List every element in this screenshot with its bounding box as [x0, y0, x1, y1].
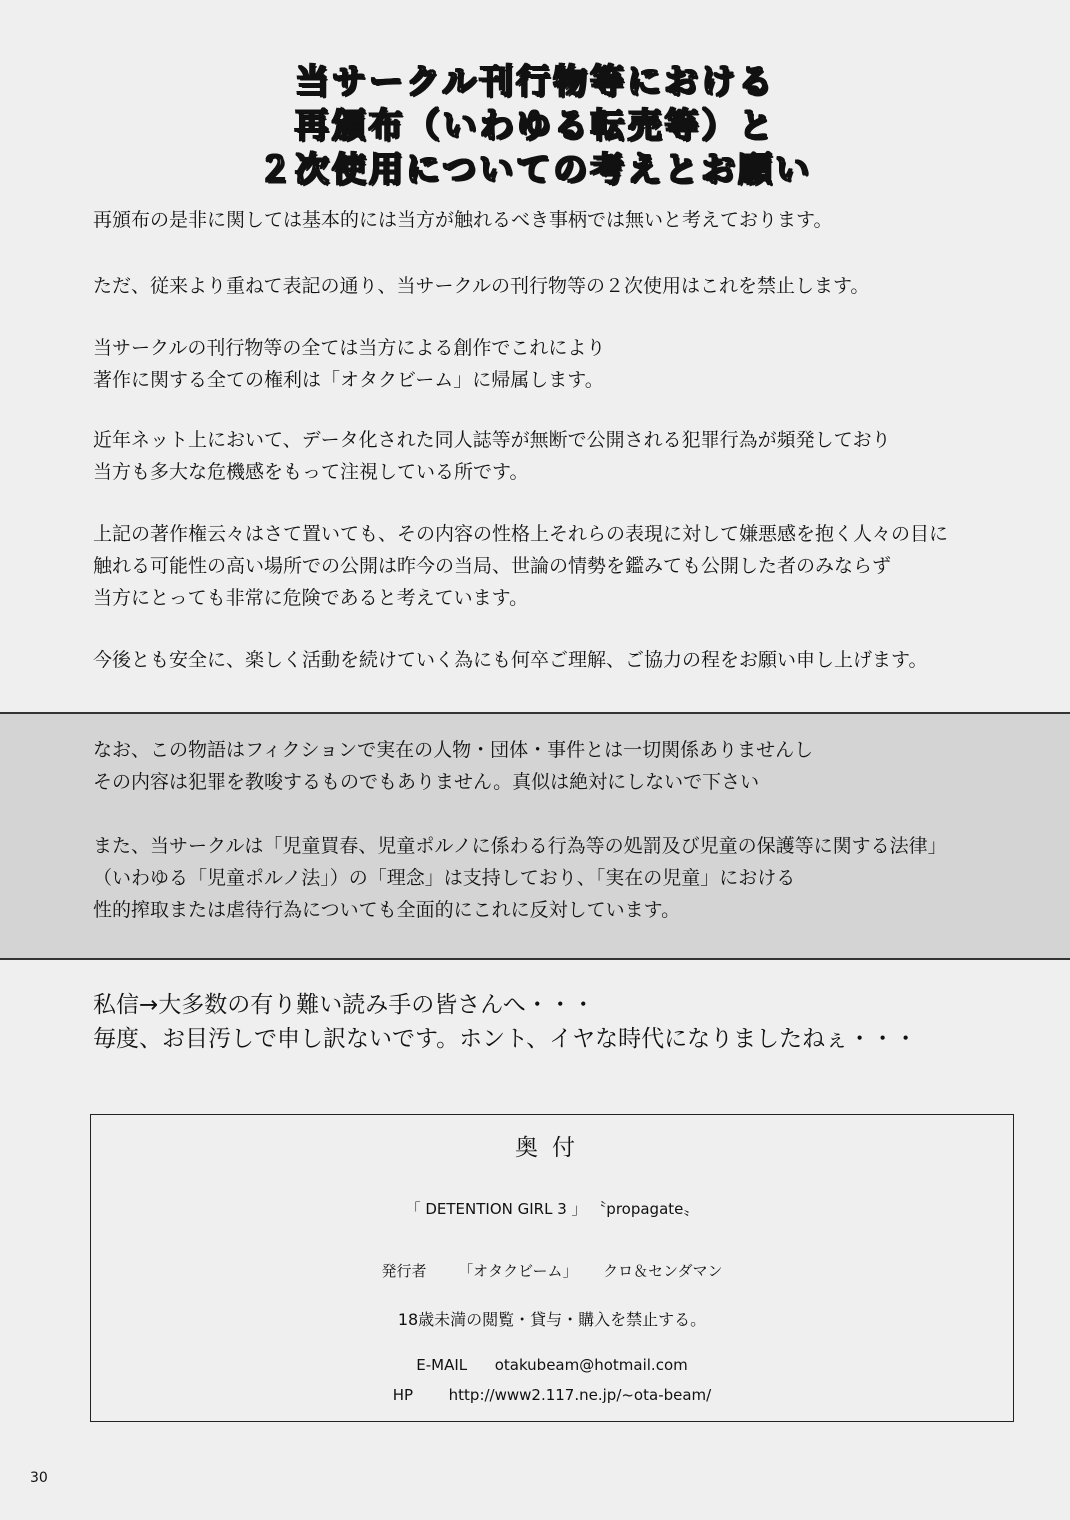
- paragraph-5: [93, 518, 1053, 614]
- notice-line: なお、この物語はフィクションで実在の人物・団体・事件とは一切関係ありませんし: [93, 739, 814, 761]
- notice-paragraph-2: [93, 830, 1053, 926]
- publisher-name: 「オタクビーム」: [458, 1262, 578, 1280]
- paragraph-1: [93, 204, 1053, 236]
- email-label: E-MAIL: [416, 1356, 468, 1374]
- notice-line: その内容は犯罪を教唆するものでもありません。真似は絶対にしないで下さい: [93, 771, 760, 793]
- personal-line-1: 私信→大多数の有り難い読み手の皆さんへ・・・: [93, 992, 595, 1018]
- notice-paragraph-1: [93, 734, 1053, 798]
- personal-message: [93, 988, 1053, 1056]
- paragraph-3: [93, 332, 1053, 396]
- notice-line: また、当サークルは「児童買春、児童ポルノに係わる行為等の処罰及び児童の保護等に関する法律」: [93, 835, 947, 857]
- notice-line: （いわゆる「児童ポルノ法」）の「理念」は支持しており、「実在の児童」における: [93, 867, 796, 889]
- paragraph-line: 触れる可能性の高い場所での公開は昨今の当局、世論の情勢を鑑みても公開した者のみならず: [93, 555, 892, 577]
- page-title: [0, 60, 1070, 192]
- paragraph-line: ただ、従来より重ねて表記の通り、当サークルの刊行物等の２次使用はこれを禁止します。: [93, 275, 870, 297]
- publisher-line: [91, 1261, 1013, 1281]
- paragraph-line: 当方にとっても非常に危険であると考えています。: [93, 587, 529, 609]
- email-address: otakubeam@hotmail.com: [494, 1356, 688, 1374]
- colophon-heading: 奥付: [515, 1135, 589, 1161]
- authors: クロ＆センダマン: [603, 1262, 723, 1280]
- email-line: [91, 1355, 1013, 1375]
- paragraph-line: 当方も多大な危機感をもって注視している所です。: [93, 461, 529, 483]
- title-line-3: ２次使用についての考えとお願い: [257, 150, 813, 190]
- paragraph-line: 今後とも安全に、楽しく活動を続けていく為にも何卒ご理解、ご協力の程をお願い申し上げます。: [93, 649, 928, 671]
- paragraph-line: 再頒布の是非に関しては基本的には当方が触れるべき事柄では無いと考えております。: [93, 209, 833, 231]
- homepage-line: [91, 1385, 1013, 1405]
- paragraph-6: [93, 644, 1053, 676]
- paragraph-2: [93, 270, 1053, 302]
- age-notice: 18歳未満の閲覧・貸与・購入を禁止する。: [397, 1310, 707, 1329]
- page-number: 30: [30, 1470, 48, 1486]
- book-title: 「 DETENTION GIRL 3 」 〝propagate〟: [405, 1200, 699, 1218]
- paragraph-line: 当サークルの刊行物等の全ては当方による創作でこれにより: [93, 337, 606, 359]
- notice-line: 性的搾取または虐待行為についても全面的にこれに反対しています。: [93, 899, 681, 921]
- paragraph-line: 著作に関する全ての権利は「オタクビーム」に帰属します。: [93, 369, 604, 391]
- title-line-1: 当サークル刊行物等における: [295, 62, 775, 102]
- title-line-2: 再頒布（いわゆる転売等）と: [294, 106, 776, 146]
- homepage-url: http://www2.117.ne.jp/~ota-beam/: [448, 1386, 712, 1404]
- publisher-label: 発行者: [381, 1262, 427, 1280]
- colophon-box: [90, 1114, 1014, 1422]
- homepage-label: HP: [392, 1386, 414, 1404]
- paragraph-4: [93, 424, 1053, 488]
- personal-line-2: 毎度、お目汚しで申し訳ないです。ホント、イヤな時代になりましたねぇ・・・: [93, 1026, 918, 1052]
- paragraph-line: 近年ネット上において、データ化された同人誌等が無断で公開される犯罪行為が頻発しており: [93, 429, 891, 451]
- paragraph-line: 上記の著作権云々はさて置いても、その内容の性格上それらの表現に対して嫌悪感を抱く人々の目に: [93, 523, 949, 545]
